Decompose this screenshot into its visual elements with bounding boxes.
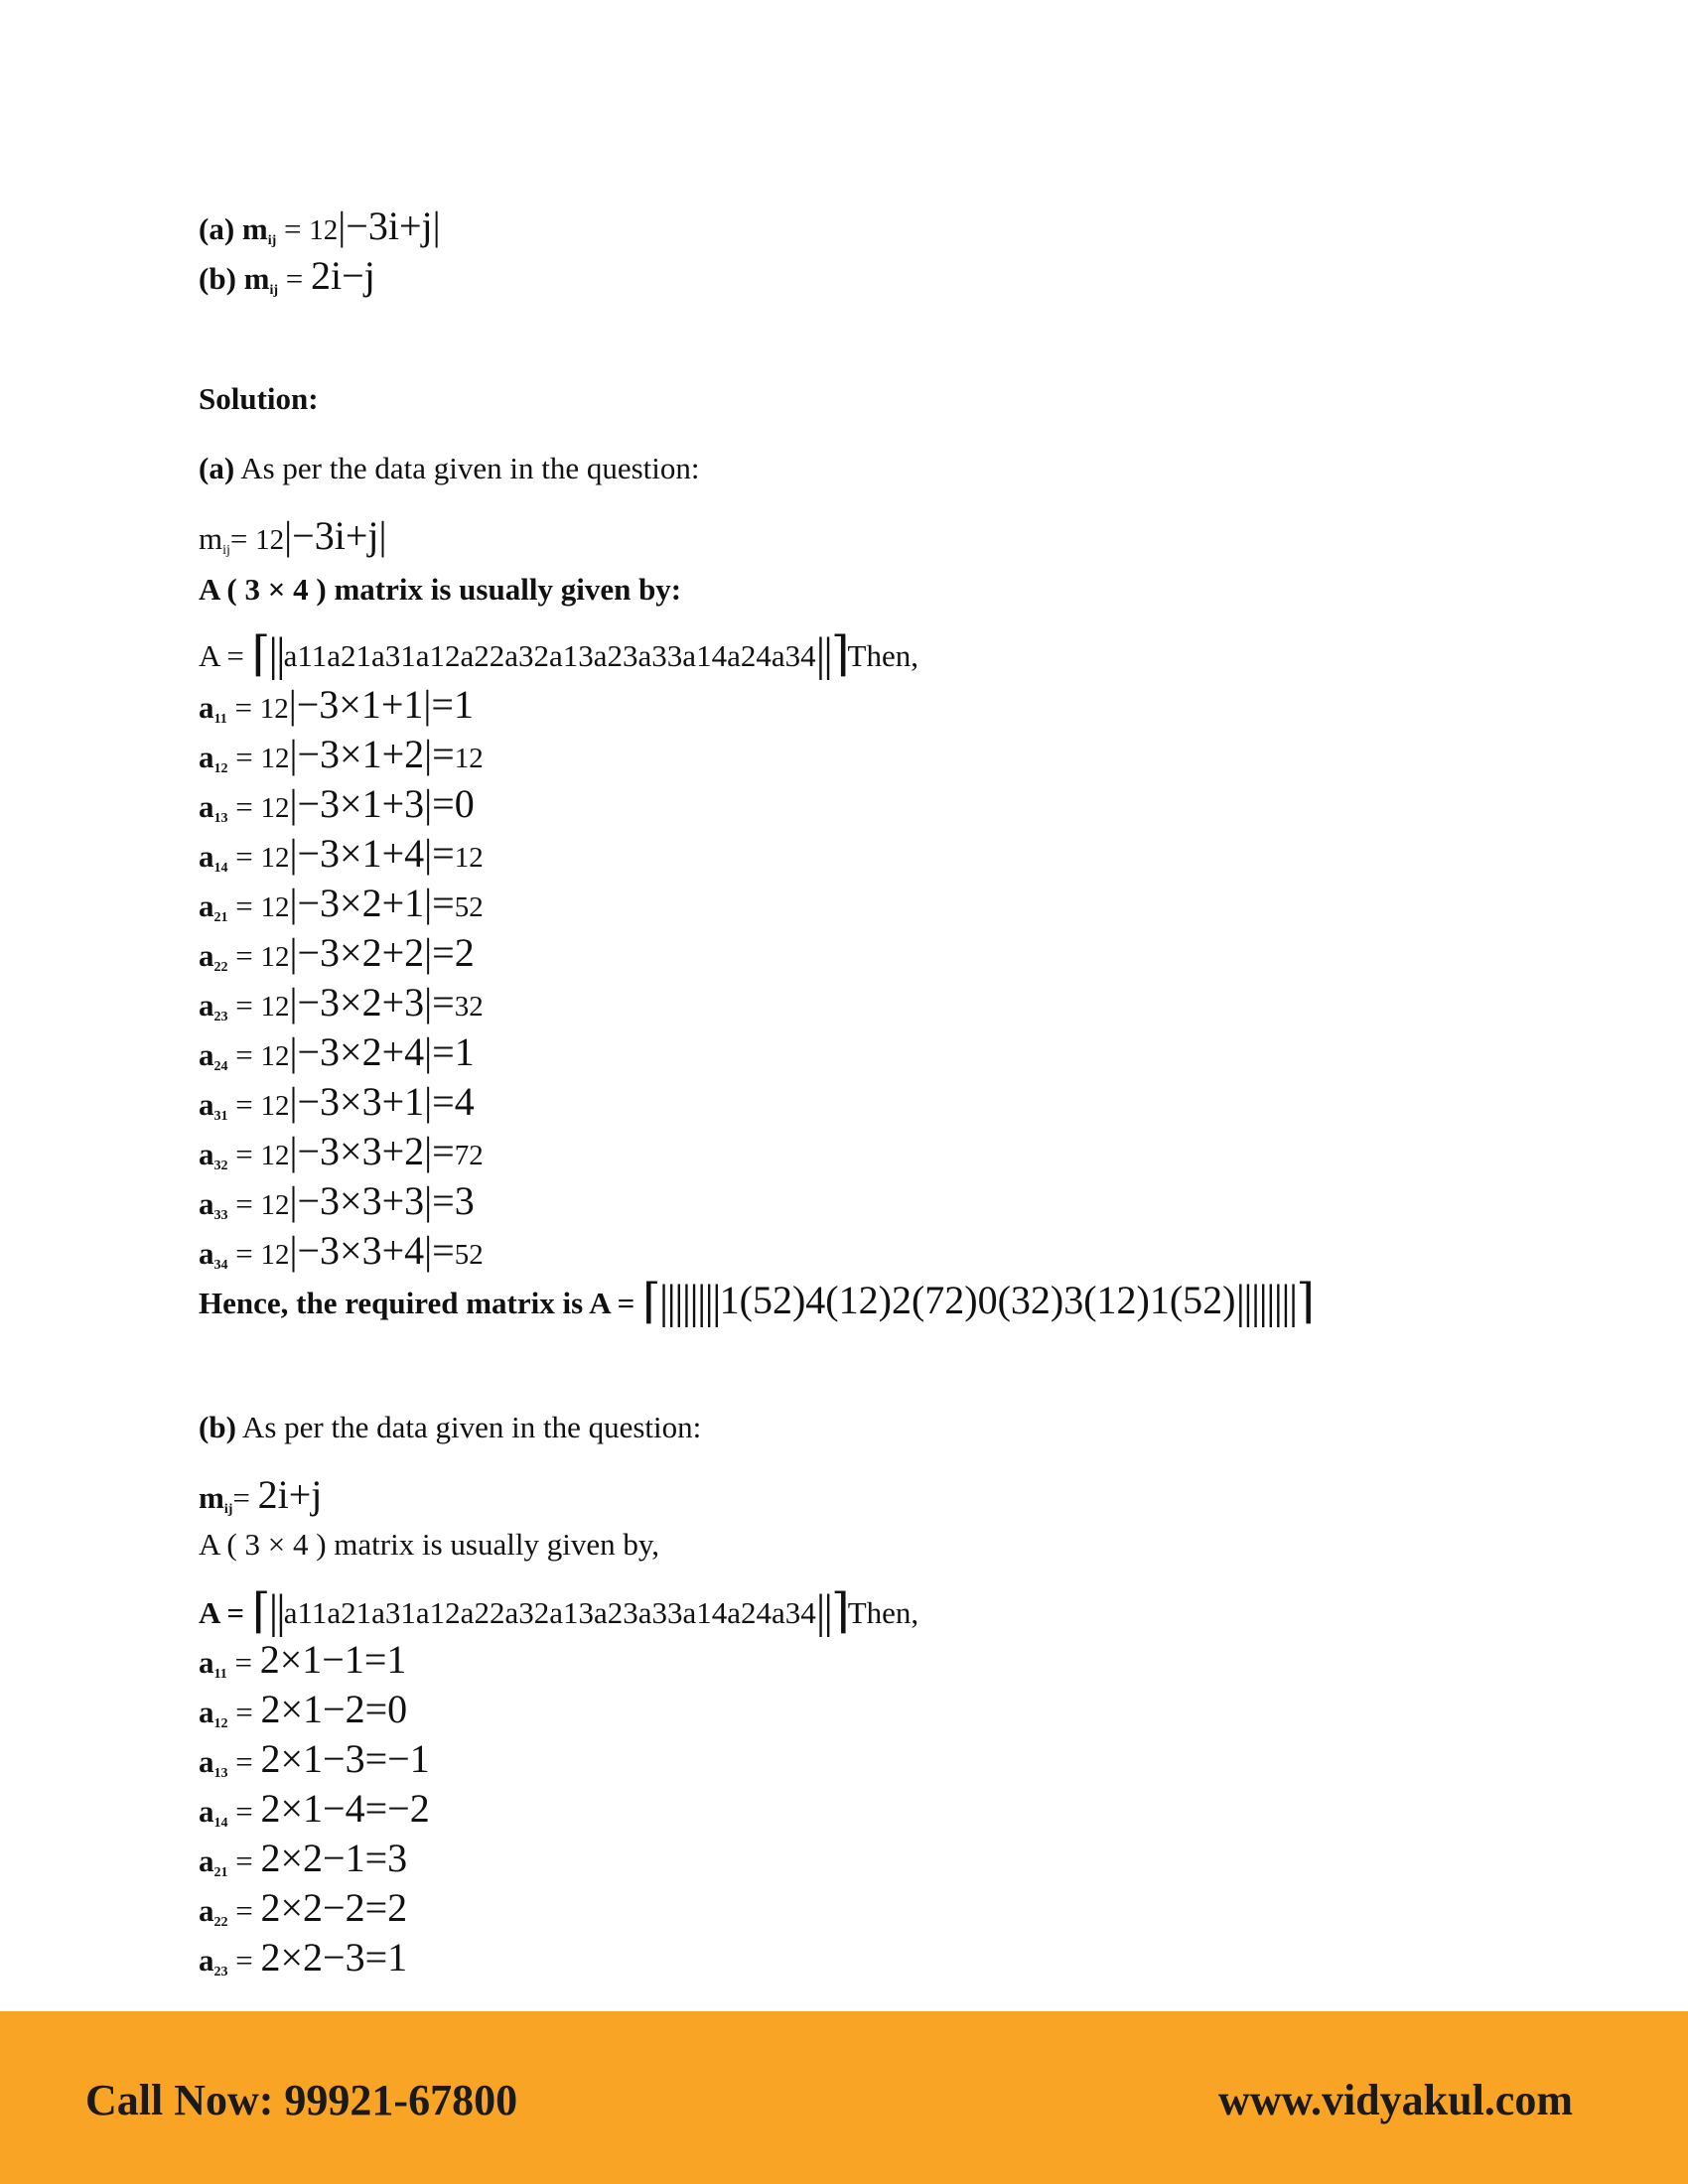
result-value: 0 [454, 781, 475, 826]
element-subscript: 22 [213, 1915, 228, 1930]
part-a-matrix-heading: A ( 3 × 4 ) matrix is usually given by: [199, 572, 682, 607]
equals: = [227, 1037, 261, 1072]
label-b: (b) [199, 261, 236, 296]
matrix-elements: a11a21a31a12a22a32a13a23a33a14a24a34 [283, 638, 816, 673]
element-symbol: a [199, 789, 214, 824]
equals: = [276, 211, 310, 246]
expression: |−3×1+4|= [289, 831, 455, 876]
expression: |−3×3+2|= [289, 1129, 455, 1173]
part-a-intro [199, 449, 700, 488]
equals: = [227, 1186, 261, 1221]
expression: |−3×1+2|= [289, 732, 455, 776]
element-symbol: a [199, 888, 214, 923]
element-subscript: 13 [213, 1766, 228, 1781]
result-value: 1 [453, 682, 474, 727]
expression: |−3×3+1|= [289, 1079, 455, 1124]
result-value: 32 [454, 991, 484, 1023]
result-value: 52 [454, 1239, 484, 1271]
half-fraction: 12 [260, 991, 290, 1023]
open-bracket: ⌈|| [251, 1585, 284, 1638]
element-subscript: 23 [213, 1965, 228, 1979]
result-value: 4 [454, 1079, 475, 1124]
equals: = [227, 789, 261, 824]
part-a-result [199, 1276, 1314, 1328]
expression: |−3×2+4|= [289, 1029, 455, 1074]
element-subscript: 11 [213, 1667, 227, 1682]
intro-text: As per the data given in the question: [234, 451, 700, 485]
result-value: 52 [454, 891, 484, 923]
expression: |−3i+j| [284, 513, 387, 558]
expression: |−3×3+3|= [289, 1178, 455, 1223]
result-value: 1 [454, 1029, 475, 1074]
equals: = [227, 888, 261, 923]
equals: = [227, 1137, 261, 1171]
element-symbol: a [199, 1645, 214, 1680]
result-value: 3 [454, 1178, 475, 1223]
half-fraction: 12 [260, 1090, 290, 1122]
element-symbol: a [199, 1794, 214, 1829]
element-symbol: a [199, 1236, 214, 1271]
part-a-matrix-line [199, 628, 918, 681]
equals: = [226, 690, 260, 725]
question-b-definition [199, 253, 375, 311]
equals: = [227, 1744, 261, 1779]
label-a: (a) [199, 451, 235, 485]
half-fraction: 12 [260, 1189, 290, 1221]
half-fraction: 12 [259, 693, 289, 725]
expression: 2i+j [257, 1472, 323, 1517]
element-symbol: a [199, 1893, 214, 1928]
element-subscript: 33 [213, 1208, 228, 1223]
element-subscript: 24 [213, 1059, 228, 1074]
element-symbol: a [199, 1186, 214, 1221]
part-b-intro [199, 1408, 701, 1447]
half-fraction: 12 [260, 941, 290, 973]
element-symbol: a [199, 1087, 214, 1122]
equals: = [227, 938, 261, 973]
element-subscript: 22 [213, 960, 228, 975]
element-subscript: 31 [213, 1109, 228, 1124]
expression: |−3×2+3|= [289, 980, 455, 1024]
element-symbol: a [199, 839, 214, 874]
m-symbol: m [199, 1480, 224, 1515]
half-fraction: 12 [309, 214, 339, 246]
element-symbol: a [199, 740, 214, 774]
element-symbol: a [199, 1137, 214, 1171]
half-fraction: 12 [260, 1140, 290, 1171]
element-row-a34 [199, 1228, 484, 1286]
close-bracket: ||⌉ [815, 628, 848, 681]
element-symbol: a [199, 938, 214, 973]
m-symbol: m [241, 211, 268, 246]
matrix-lhs: A = [199, 1595, 252, 1630]
element-symbol: a [199, 988, 214, 1023]
element-symbol: a [199, 1744, 214, 1779]
part-a-formula [199, 513, 387, 571]
equals: = [232, 1480, 258, 1515]
element-subscript: 32 [213, 1159, 228, 1173]
half-fraction: 12 [260, 891, 290, 923]
expression: 2×2−3=1 [260, 1935, 408, 1979]
equals: = [227, 1893, 261, 1928]
element-subscript: 13 [213, 811, 228, 826]
close-bracket: ||||||||⌉ [1235, 1276, 1314, 1328]
element-row-b23 [199, 1935, 408, 1992]
label-b: (b) [199, 1410, 236, 1444]
call-now-text: Call Now: 99921-67800 [85, 2076, 518, 2124]
equals: = [227, 1843, 261, 1878]
footer-bar [0, 2011, 1688, 2184]
part-b-formula [199, 1472, 323, 1530]
half-fraction: 12 [255, 524, 285, 556]
label-a: (a) [199, 211, 235, 246]
result-text: Hence, the required matrix is A = [199, 1286, 643, 1320]
m-symbol: m [199, 521, 223, 556]
element-symbol: a [199, 1037, 214, 1072]
intro-text: As per the data given in the question: [235, 1410, 702, 1444]
expression: 2×1−4=−2 [260, 1786, 430, 1831]
matrix-lhs: A = [199, 638, 252, 673]
result-value: 2 [454, 930, 475, 975]
then-text: Then, [847, 1595, 919, 1630]
equals: = [227, 839, 261, 874]
expression: |−3×3+4|= [289, 1228, 455, 1273]
expression: 2i−j [311, 253, 375, 298]
element-subscript: 34 [213, 1258, 228, 1273]
expression: |−3×1+3|= [289, 781, 455, 826]
element-subscript: 21 [213, 910, 228, 925]
result-value: 72 [454, 1140, 484, 1171]
subscript: ij [222, 543, 230, 558]
expression: 2×2−1=3 [260, 1836, 408, 1880]
result-value: 12 [454, 842, 484, 874]
element-symbol: a [199, 1843, 214, 1878]
subscript: ij [223, 1502, 233, 1517]
equals: = [226, 1645, 260, 1680]
half-fraction: 12 [260, 842, 290, 874]
subscript: ij [269, 283, 279, 298]
element-subscript: 12 [213, 1716, 228, 1731]
part-b-matrix-heading: A ( 3 × 4 ) matrix is usually given by, [199, 1527, 660, 1562]
element-subscript: 11 [213, 712, 227, 727]
element-subscript: 14 [213, 861, 228, 876]
element-subscript: 14 [213, 1816, 228, 1831]
expression: |−3×2+1|= [289, 881, 455, 925]
equals: = [227, 1236, 261, 1271]
expression: 2×2−2=2 [260, 1885, 408, 1930]
result-value: 12 [454, 743, 484, 774]
half-fraction: 12 [260, 792, 290, 824]
equals: = [227, 1943, 261, 1978]
expression: |−3×2+2|= [289, 930, 455, 975]
part-b-matrix-line [199, 1585, 919, 1638]
solution-heading: Solution: [199, 381, 319, 416]
close-bracket: ||⌉ [815, 1585, 848, 1638]
equals: = [229, 521, 256, 556]
half-fraction: 12 [260, 1239, 290, 1271]
subscript: ij [267, 233, 277, 248]
element-subscript: 21 [213, 1865, 228, 1880]
expression: 2×1−1=1 [259, 1637, 407, 1682]
element-subscript: 23 [213, 1010, 228, 1024]
expression: 2×1−2=0 [260, 1687, 408, 1731]
expression: |−3×1+1|= [288, 682, 454, 727]
half-fraction: 12 [260, 743, 290, 774]
expression: |−3i+j| [338, 204, 441, 248]
equals: = [278, 261, 312, 296]
half-fraction: 12 [260, 1040, 290, 1072]
equals: = [227, 1695, 261, 1729]
m-symbol: m [243, 261, 270, 296]
element-symbol: a [199, 1943, 214, 1978]
open-bracket: ⌈|||||||| [642, 1276, 720, 1328]
matrix-elements: a11a21a31a12a22a32a13a23a33a14a24a34 [283, 1595, 816, 1630]
website-link[interactable]: www.vidyakul.com [1218, 2076, 1573, 2124]
element-symbol: a [199, 690, 214, 725]
result-elements: 1(52)4(12)2(72)0(32)3(12)1(52) [719, 1278, 1236, 1322]
open-bracket: ⌈|| [251, 628, 284, 681]
element-symbol: a [199, 1695, 214, 1729]
expression: 2×1−3=−1 [260, 1736, 430, 1781]
equals: = [227, 1087, 261, 1122]
equals: = [227, 988, 261, 1023]
element-subscript: 12 [213, 761, 228, 776]
equals: = [227, 740, 261, 774]
equals: = [227, 1794, 261, 1829]
then-text: Then, [847, 638, 918, 673]
